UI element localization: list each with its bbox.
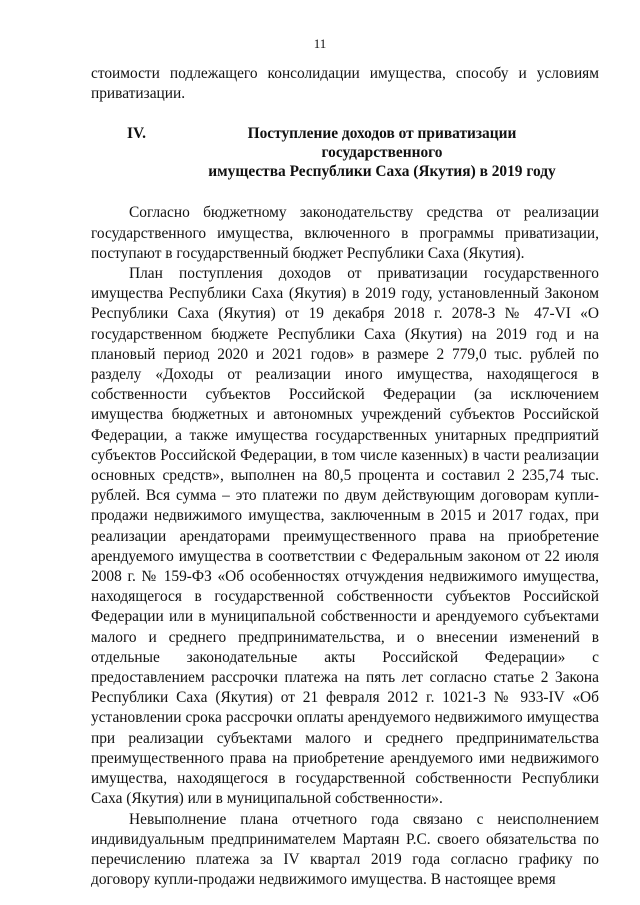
section-number: IV. [127, 125, 146, 143]
page-number: 11 [313, 36, 327, 51]
body-paragraph-2: План поступления доходов от приватизации государственного имущества Республики Саха (Якутия) в 2019 году, установленный Законом Республики Саха (Якутия) от 19 декабря 2018 г. 2078-З № 47-VI «О государственном бюджете Республики Саха (Якутия) на 2019 год и на плановый период 2020 и 2021 годов» в размере 2 779,0 тыс. рублей по разделу «Доходы от реализации иного имущества, находящегося в собственности субъектов Российской Федерации (за исключением имущества бюджетных и автономных учреждений субъектов Российской Федерации, а также имущества государственных унитарных предприятий субъектов Российской Федерации, в том числе казенных) в части реализации основных средств», выполнен на 80,5 процента и составил 2 235,74 тыс. рублей. Вся сумма – это платежи по двум действующим договорам купли-продажи недвижимого имущества, заключенным в 2015 и 2017 годах, при реализации арендаторами преимущественного права на приобретение арендуемого имущества в соответствии с Федеральным законом от 22 июля 2008 г. № 159-ФЗ «Об особенностях отчуждения недвижимого имущества, находящегося в государственной собственности субъектов Российской Федерации или в муниципальной собственности и арендуемого субъектами малого и среднего предпринимательства, и о внесении изменений в отдельные законодательные акты Российской Федерации» с предоставлением рассрочки платежа на пять лет согласно статье 2 Закона Республики Саха (Якутия) от 21 февраля 2012 г. 1021-З № 933-IV «Об установлении срока рассрочки оплаты арендуемого недвижимого имущества при реализации субъектами малого и среднего предпринимательства преимущественного права на приобретение арендуемого ими недвижимого имущества, находящегося в государственной собственности Республики Саха (Якутия) или в муниципальной собственности». [91, 265, 599, 808]
intro-paragraph: стоимости подлежащего консолидации имущества, способу и условиям приватизации. [91, 65, 599, 103]
section-title [191, 124, 599, 181]
section-title-line-1: Поступление доходов от приватизации государственного [247, 125, 517, 162]
section-heading [91, 124, 599, 181]
body-paragraph-1: Согласно бюджетному законодательству средства от реализации государственного имущества, включенного в программы приватизации, поступают в государственный бюджет Республики Саха (Якутия). [91, 204, 599, 262]
page-content [91, 64, 599, 890]
section-title-line-2: имущества Республики Саха (Якутия) в 2019 году [208, 163, 556, 181]
body-paragraph-3: Невыполнение плана отчетного года связано с неисполнением индивидуальным предпринимателем Мартаян Р.С. своего обязательства по перечислению платежа за IV квартал 2019 года согласно графику по договору купли-продажи недвижимого имущества. В настоящее время [91, 810, 599, 889]
